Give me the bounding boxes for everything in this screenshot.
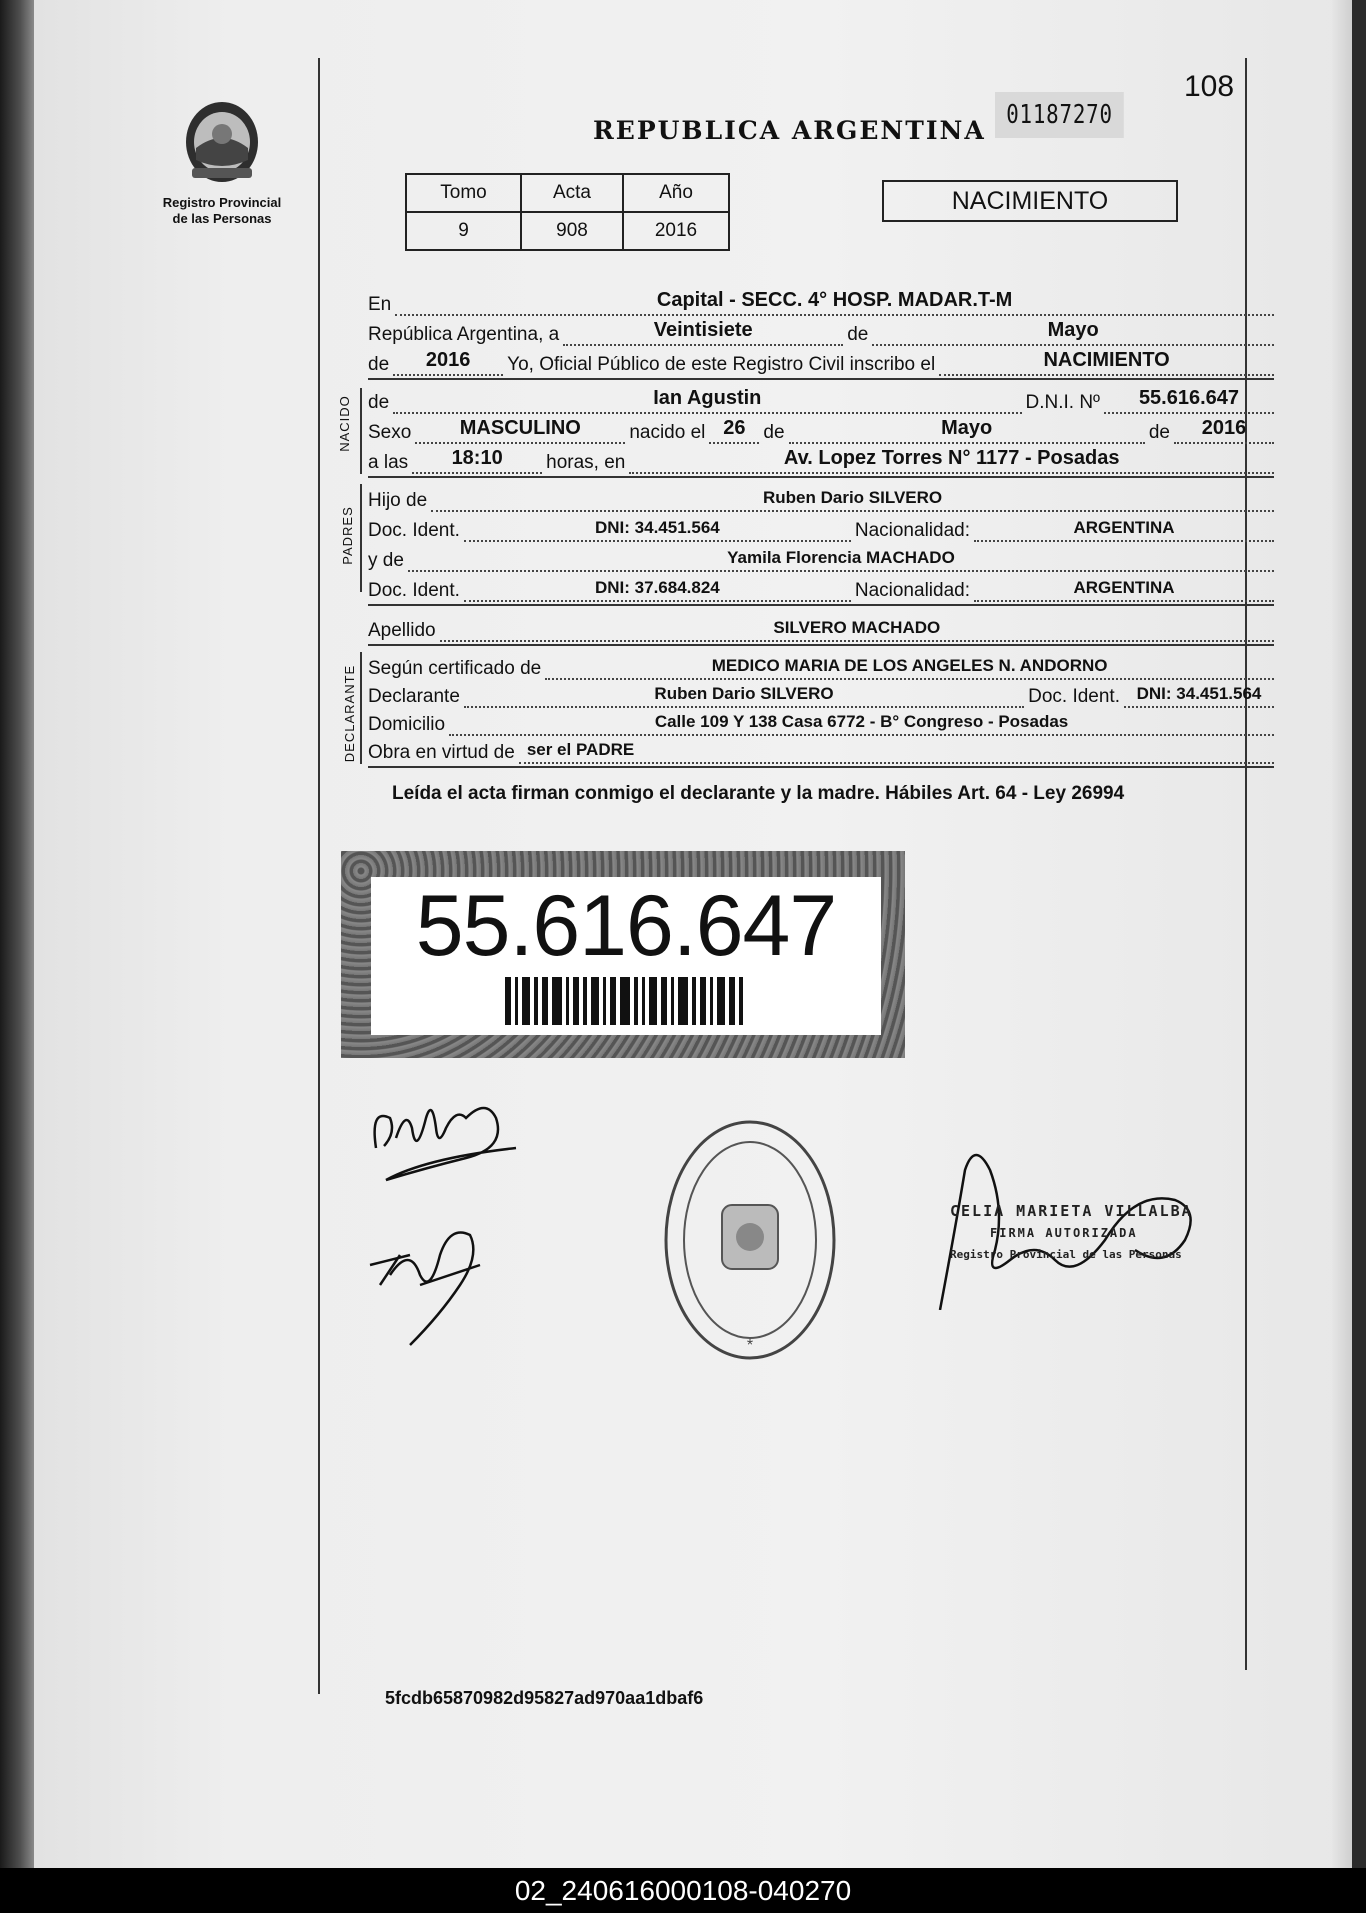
republica-label: República Argentina, a: [368, 324, 560, 345]
barcode-bar: [710, 977, 713, 1025]
barcode-bar: [661, 977, 667, 1025]
acta-value: 908: [521, 212, 623, 250]
barcode-bar: [542, 977, 548, 1025]
hijo-de-label: Hijo de: [368, 490, 428, 511]
barcode-bar: [522, 977, 530, 1025]
line-father-doc: [368, 516, 1274, 542]
registry-ref-header-row: [406, 174, 729, 212]
declarante-label: Declarante: [368, 686, 460, 707]
mother-name-value: Yamila Florencia MACHADO: [727, 548, 955, 567]
closing-notice: Leída el acta firman conmigo el declarante y la madre. Hábiles Art. 64 - Ley 26994: [392, 783, 1125, 804]
line-child-name: [368, 388, 1274, 414]
scan-edge: [0, 0, 34, 1868]
mother-doc-value: DNI: 37.684.824: [595, 578, 720, 597]
left-margin-line: [318, 58, 320, 1694]
father-doc-label: Doc. Ident.: [368, 520, 460, 541]
page-edge: [1332, 0, 1352, 1868]
line-sex-birth: [368, 418, 1274, 444]
barcode-bar: [566, 977, 569, 1025]
nacido-el-label: nacido el: [629, 422, 706, 443]
registry-ref-table: [405, 173, 730, 251]
misiones-seal-icon: [182, 98, 262, 186]
barcode-bar: [649, 977, 657, 1025]
de-label-2: de: [763, 422, 785, 443]
barcode-bar: [591, 977, 599, 1025]
signer-stamp: [950, 1200, 1193, 1266]
line-virtud: [368, 738, 1274, 764]
barcode-label: [371, 877, 881, 1035]
registry-ref-value-row: [406, 212, 729, 250]
line-domicilio: [368, 710, 1274, 736]
certificado-label: Según certificado de: [368, 658, 542, 679]
day-value: Veintisiete: [653, 319, 753, 341]
svg-text:*: *: [746, 1337, 754, 1354]
document-type-box: NACIMIENTO: [882, 180, 1178, 222]
barcode-bar: [515, 977, 518, 1025]
stamp-line-1: CELIA MARIETA VILLALBA: [950, 1202, 1193, 1220]
apellido-label: Apellido: [368, 620, 436, 641]
time-label: a las: [368, 452, 409, 473]
mother-doc-label: Doc. Ident.: [368, 580, 460, 601]
anio-value: 2016: [623, 212, 729, 250]
birth-place-value: Av. Lopez Torres N° 1177 - Posadas: [783, 447, 1120, 469]
barcode-bar: [505, 977, 511, 1025]
barcode-bar: [642, 977, 645, 1025]
separator-apellido: [368, 644, 1274, 646]
separator-intro: [368, 378, 1274, 380]
separator-padres: [368, 604, 1274, 606]
barcode-number: 55.616.647: [415, 878, 837, 974]
stamp-line-2: FIRMA AUTORIZADA: [990, 1226, 1138, 1240]
birth-year-value: 2016: [1201, 417, 1247, 439]
line-time-place: [368, 448, 1274, 474]
file-name-bar: 02_240616000108-040270: [0, 1868, 1366, 1913]
year-label: de: [368, 354, 390, 375]
line-mother: [368, 546, 1274, 572]
child-dni-value: 55.616.647: [1138, 387, 1240, 409]
registry-caption-2: de las Personas: [172, 211, 272, 226]
domicilio-value: Calle 109 Y 138 Casa 6772 - B° Congreso - Posadas: [654, 712, 1069, 731]
tomo-header: Tomo: [406, 174, 521, 212]
line-apellido: [368, 616, 1274, 642]
barcode-bar: [534, 977, 538, 1025]
time-value: 18:10: [451, 447, 503, 469]
father-name-value: Ruben Dario SILVERO: [763, 488, 943, 507]
child-name-value: Ian Agustin: [653, 387, 762, 409]
place-value: Capital - SECC. 4° HOSP. MADAR.T-M: [656, 289, 1013, 311]
father-doc-value: DNI: 34.451.564: [595, 518, 720, 537]
father-nationality-value: ARGENTINA: [1073, 518, 1175, 537]
dni-label: D.N.I. Nº: [1025, 392, 1100, 413]
barcode-sticker: [341, 851, 905, 1058]
sexo-label: Sexo: [368, 422, 412, 443]
barcode-bars: [371, 977, 881, 1025]
mother-nationality-value: ARGENTINA: [1073, 578, 1175, 597]
birth-day-value: 26: [723, 417, 746, 439]
mother-nat-label: Nacionalidad:: [854, 580, 970, 601]
barcode-bar: [700, 977, 706, 1025]
barcode-bar: [620, 977, 630, 1025]
y-de-label: y de: [368, 550, 404, 571]
line-place: [368, 290, 1274, 316]
serial-number: 01187270: [995, 92, 1124, 138]
birth-month-value: Mayo: [941, 417, 993, 439]
inscribo-label: Yo, Oficial Público de este Registro Civil inscribo el: [507, 354, 936, 375]
registry-logo: [162, 98, 282, 227]
barcode-bar: [583, 977, 587, 1025]
line-certificado: [368, 654, 1274, 680]
registry-caption-1: Registro Provincial: [162, 195, 282, 210]
barcode-bar: [729, 977, 735, 1025]
de-label: de: [847, 324, 869, 345]
anio-header: Año: [623, 174, 729, 212]
line-year: [368, 350, 1274, 376]
virtud-label: Obra en virtud de: [368, 742, 515, 763]
month-value: Mayo: [1047, 319, 1099, 341]
declarante-name-value: Ruben Dario SILVERO: [654, 684, 834, 703]
virtud-value: ser el PADRE: [526, 740, 635, 759]
padres-bracket: [360, 484, 362, 592]
sexo-value: MASCULINO: [459, 417, 581, 439]
act-type-value: NACIMIENTO: [1043, 349, 1170, 371]
signature-declarante: [366, 1088, 536, 1193]
certificado-value: MEDICO MARIA DE LOS ANGELES N. ANDORNO: [711, 656, 1108, 675]
de-label-3: de: [1148, 422, 1170, 443]
nacido-de-label: de: [368, 392, 390, 413]
nacido-side-label: NACIDO: [336, 395, 352, 452]
page-number: 108: [1184, 70, 1235, 103]
barcode-bar: [610, 977, 616, 1025]
nacido-bracket: [360, 388, 362, 474]
domicilio-label: Domicilio: [368, 714, 446, 735]
barcode-bar: [678, 977, 688, 1025]
acta-header: Acta: [521, 174, 623, 212]
signature-madre: [350, 1215, 500, 1355]
padres-side-label: PADRES: [339, 506, 355, 565]
document-hash: 5fcdb65870982d95827ad970aa1dbaf6: [385, 1688, 704, 1708]
barcode-bar: [552, 977, 562, 1025]
apellido-value: SILVERO MACHADO: [773, 618, 941, 637]
en-label: En: [368, 294, 392, 315]
barcode-bar: [717, 977, 725, 1025]
stamp-line-3: Registro Provincial de las Personas: [950, 1248, 1182, 1261]
year-value: 2016: [425, 349, 471, 371]
tomo-value: 9: [406, 212, 521, 250]
barcode-bar: [671, 977, 674, 1025]
declarante-side-label: DECLARANTE: [342, 664, 358, 763]
horas-label: horas, en: [546, 452, 626, 473]
barcode-bar: [692, 977, 696, 1025]
line-father: [368, 486, 1274, 512]
separator-nacido: [368, 476, 1274, 478]
declarante-doc-label: Doc. Ident.: [1028, 686, 1120, 707]
barcode-bar: [634, 977, 638, 1025]
registry-oval-stamp: [660, 1115, 840, 1365]
barcode-bar: [573, 977, 579, 1025]
separator-declarante: [368, 766, 1274, 768]
line-declarante: [368, 682, 1274, 708]
declarante-bracket: [360, 652, 362, 764]
line-date: [368, 320, 1274, 346]
barcode-bar: [603, 977, 606, 1025]
father-nat-label: Nacionalidad:: [854, 520, 970, 541]
document-title: REPUBLICA ARGENTINA: [593, 116, 986, 145]
declarante-doc-value: DNI: 34.451.564: [1136, 684, 1262, 703]
barcode-bar: [739, 977, 743, 1025]
line-mother-doc: [368, 576, 1274, 602]
